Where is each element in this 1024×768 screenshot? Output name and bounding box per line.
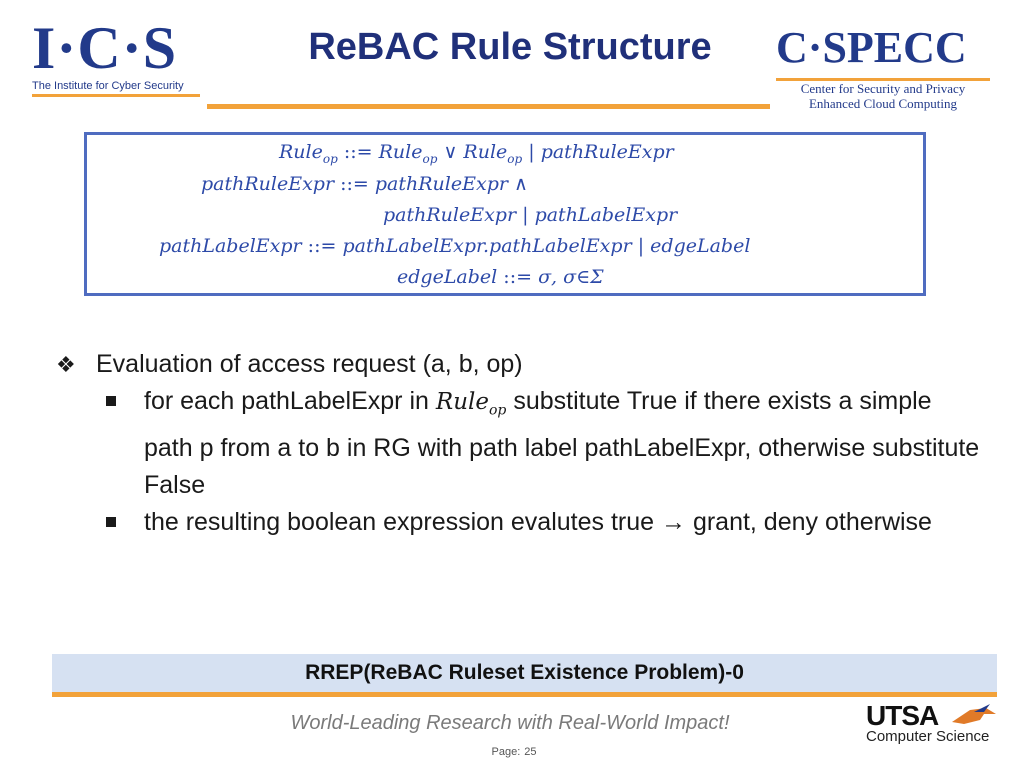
grammar-line-2 [201, 173, 528, 195]
square-bullet-icon [106, 517, 116, 527]
rule-op-lhs-sub: op [322, 151, 338, 166]
path-label-expr-lhs: pathLabelExpr [159, 235, 302, 257]
grammar-line-1 [279, 141, 674, 166]
edge-label-term: edgeLabel [650, 235, 751, 257]
define-symbol: ::= [340, 173, 369, 195]
cspecc-logo-line2: Enhanced Cloud Computing [808, 96, 958, 111]
page-label: Page: [491, 746, 521, 758]
list-item [56, 504, 986, 541]
rule-op-b: Rule [463, 141, 508, 163]
rule-op-a: Rule [378, 141, 423, 163]
alternative-bar: | [528, 141, 535, 163]
define-symbol: ::= [307, 235, 337, 257]
define-symbol: ::= [503, 266, 533, 288]
rule-op-a-sub: op [422, 151, 438, 166]
ics-logo [32, 16, 202, 97]
page-number [480, 746, 544, 758]
page-number-value: 25 [524, 746, 537, 758]
utsa-logo-subtitle: Computer Science [866, 728, 990, 745]
path-rule-expr-lhs: pathRuleExpr [201, 173, 335, 195]
title-underline [207, 104, 770, 109]
utsa-logo-name: UTSA [866, 700, 939, 731]
ics-logo-letters: I·C·S [32, 15, 178, 81]
roadrunner-icon-shape [950, 702, 998, 730]
and-symbol: ∧ [514, 173, 528, 195]
bullet-text: for each pathLabelExpr in [144, 387, 429, 415]
grammar-line-4 [159, 235, 750, 257]
bullet-text: Evaluation of access request (a, b, op) [96, 350, 523, 378]
list-item [56, 346, 986, 383]
define-symbol: ::= [343, 141, 373, 163]
path-rule-expr-term: pathRuleExpr [374, 173, 508, 195]
rule-op-b-sub: op [507, 151, 523, 166]
grammar-line-5 [397, 266, 604, 288]
roadrunner-icon [950, 702, 998, 737]
bullet-text: substitute True if there exists a simple path p from a to b in RG with path label pathLabelExpr, otherwise substitute False [144, 387, 980, 499]
footer-title-bar: RREP(ReBAC Ruleset Existence Problem)-0 [52, 654, 997, 697]
bullet-text: the resulting boolean expression evalutes true → grant, deny otherwise [144, 507, 932, 536]
path-rule-expr-term: pathRuleExpr [540, 141, 674, 163]
or-symbol: ∨ [443, 141, 458, 163]
path-label-concat: pathLabelExpr.pathLabelExpr [342, 235, 632, 257]
rule-op-math [435, 389, 507, 419]
square-bullet-icon [106, 396, 116, 406]
diamond-bullet-icon: ❖ [56, 352, 76, 377]
footer-motto: World-Leading Research with Real-World Impact! [290, 712, 730, 734]
cspecc-logo-letters: C·SPECC [776, 23, 967, 72]
sigma-definition: σ, σ∈Σ [538, 266, 604, 288]
path-label-expr-term: pathLabelExpr [534, 204, 678, 226]
alternative-bar: | [637, 235, 645, 257]
rule-op-math-sub: op [488, 402, 507, 419]
bullet-list [56, 346, 986, 541]
rule-op-math-base: Rule [435, 389, 489, 415]
alternative-bar: | [522, 204, 529, 226]
ics-logo-subtitle: The Institute for Cyber Security [32, 80, 200, 97]
utsa-logo [866, 700, 1006, 745]
list-item [56, 383, 986, 504]
cspecc-logo [776, 22, 998, 111]
rule-op-lhs: Rule [279, 141, 323, 163]
page-title: ReBAC Rule Structure [308, 26, 712, 68]
path-rule-expr-term: pathRuleExpr [383, 204, 517, 226]
grammar-box [84, 132, 926, 296]
edge-label-lhs: edgeLabel [397, 266, 498, 288]
grammar-line-3 [383, 204, 677, 226]
cspecc-logo-line1: Center for Security and Privacy [800, 81, 966, 96]
